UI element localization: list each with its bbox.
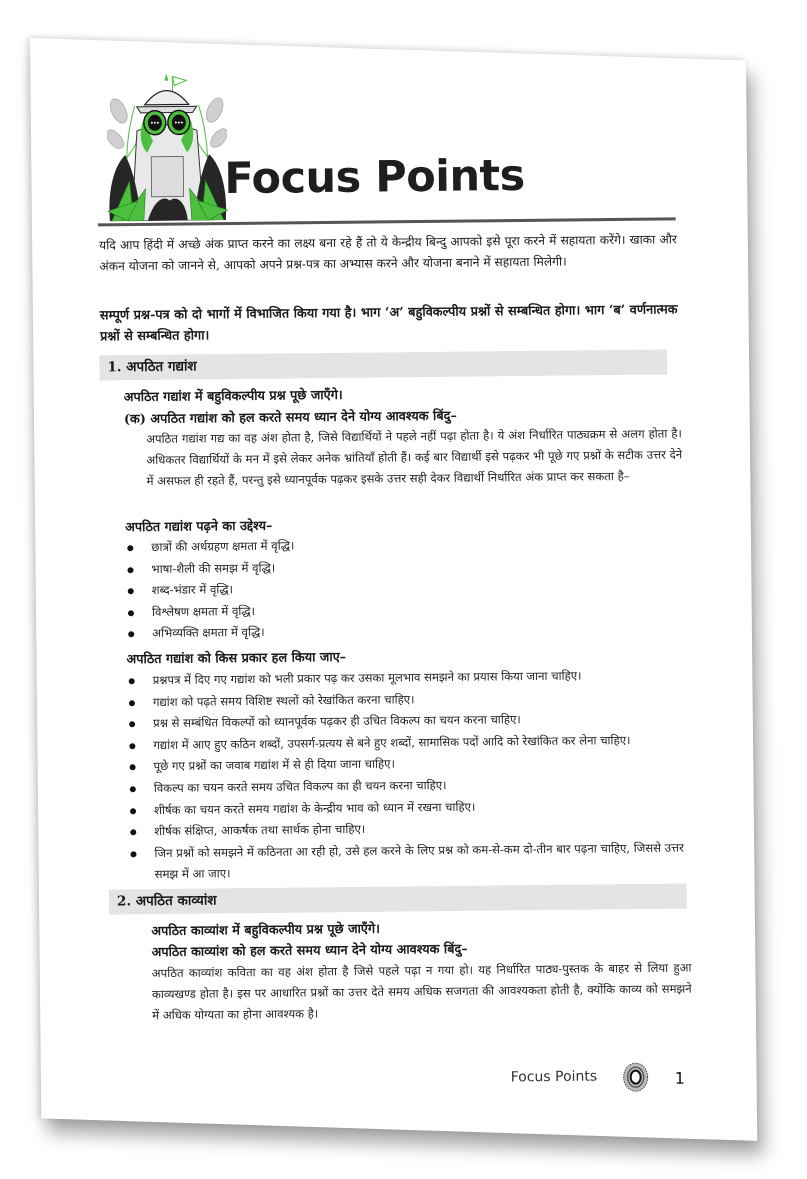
section-2-point-heading: अपठित काव्यांश को हल करते समय ध्यान देने योग्य आवश्यक बिंदु–: [151, 941, 468, 961]
purpose-list: [125, 532, 666, 646]
list-item: भाषा-शैली की समझ में वृद्धि।: [125, 553, 665, 580]
list-item: पूछे गए प्रश्नों का जवाब गद्यांश में से ही दिया जाना चाहिए।: [127, 751, 687, 778]
intro-bold-paragraph: सम्पूर्ण प्रश्न-पत्र को दो भागों में विभाजित किया गया है। भाग ‘अ’ बहुविकल्पीय प्रश्नों से सम्बन्धित होगा। भाग ‘ब’ वर्णनात्मक प्रश्नों से सम्बन्धित होगा।: [99, 302, 678, 345]
list-item: गद्यांश में आए हुए कठिन शब्दों, उपसर्ग-प्रत्यय से बने हुए शब्दों, सामासिक पदों आदि को रेखांकित कर लेना चाहिए।: [127, 729, 687, 756]
list-item: शीर्षक का चयन करते समय गद्यांश के केन्द्रीय भाव को ध्यान में रखना चाहिए।: [128, 794, 688, 821]
document-page: [30, 38, 757, 1141]
footer-label: Focus Points: [510, 1068, 598, 1086]
section-1-point-heading: (क) अपठित गद्यांश को हल करते समय ध्यान देने योग्य आवश्यक बिंदु–: [123, 408, 457, 428]
list-item: प्रश्नपत्र में दिए गए गद्यांश को भली प्रकार पढ़ कर उसका मूलभाव समझने का प्रयास किया जाना चाहिए।: [127, 664, 687, 691]
intro-paragraph: यदि आप हिंदी में अच्छे अंक प्राप्त करने का लक्ष्य बना रहे हैं तो ये केन्द्रीय बिन्दु आपको इसे पूरा करने में सहायता करेंगे। खाका और अंकन योजना को जानने से, आपको अपने प्रश्न-पत्र का अभ्यास करने और योजना बनाने में सहायता मिलेगी।: [99, 232, 677, 274]
list-item: शब्द-भंडार में वृद्धि।: [126, 575, 666, 602]
list-item: शीर्षक संक्षिप्त, आकर्षक तथा सार्थक होना चाहिए।: [128, 816, 688, 843]
list-item: गद्यांश को पढ़ते समय विशिष्ट स्थलों को रेखांकित करना चाहिए।: [127, 686, 687, 713]
section-heading-unseen-poem: 2. अपठित काव्यांश: [109, 884, 687, 915]
circular-emblem-icon: [622, 1062, 648, 1092]
section-heading-unseen-passage: 1. अपठित गद्यांश: [99, 349, 667, 380]
list-item: अभिव्यक्ति क्षमता में वृद्धि।: [126, 618, 666, 645]
page-number: 1: [674, 1068, 685, 1088]
method-list: [127, 664, 689, 886]
purpose-heading: अपठित गद्यांश पढ़ने का उद्देश्य–: [125, 518, 273, 536]
list-item: छात्रों की अर्थग्रहण क्षमता में वृद्धि।: [125, 532, 665, 559]
section-2-paragraph: अपठित काव्यांश कविता का वह अंश होता है जिसे पहले पढ़ा न गया हो। यह निर्धारित पाठ्य-पुस्तक के बाहर से लिया हुआ काव्यखण्ड होता है। इस पर आधारित प्रश्नों का उत्तर देते समय अधिक सजगता की आवश्यकता होती है, क्योंकि काव्य को समझने में अधिक योग्यता का होना आवश्यक है।: [151, 960, 692, 1023]
list-item: प्रश्न से सम्बंधित विकल्पों को ध्यानपूर्वक पढ़कर ही उचित विकल्प का चयन करना चाहिए।: [127, 708, 687, 735]
explorer-binoculars-illustration: [106, 70, 228, 221]
section-1-subheading: अपठित गद्यांश में बहुविकल्पीय प्रश्न पूछे जाएँगे।: [123, 387, 343, 406]
list-item: विश्लेषण क्षमता में वृद्धि।: [126, 596, 666, 623]
list-item: विकल्प का चयन करते समय उचित विकल्प का ही चयन करना चाहिए।: [128, 772, 688, 799]
section-2-subheading: अपठित काव्यांश में बहुविकल्पीय प्रश्न पूछे जाएँगे।: [151, 921, 381, 940]
list-item: जिन प्रश्नों को समझने में कठिनता आ रही हो, उसे हल करने के लिए प्रश्न को कम-से-कम दो-तीन बार पढ़ना चाहिए, जिससे उत्तर समझ में आ जाए।: [128, 837, 688, 886]
method-heading: अपठित गद्यांश को किस प्रकार हल किया जाए–: [126, 649, 347, 668]
page-title: Focus Points: [224, 150, 525, 205]
section-1-paragraph: अपठित गद्यांश गद्य का वह अंश होता है, जिसे विद्यार्थियों ने पहले नहीं पढ़ा होता है। ये अंश निर्धारित पाठ्यक्रम से अलग होता है। अधिकतर विद्यार्थियों के मन में इसे लेकर अनेक भ्रांतियाँ होती हैं। कई बार विद्यार्थी इसे पढ़कर भी पूछे गए प्रश्नों के सटीक उत्तर देने में असफल ही रहते हैं, परन्तु इसे ध्यानपूर्वक पढ़कर इसके उत्तर सही देकर विद्यार्थी निर्धारित अंक प्राप्त कर सकता है–: [146, 426, 683, 488]
